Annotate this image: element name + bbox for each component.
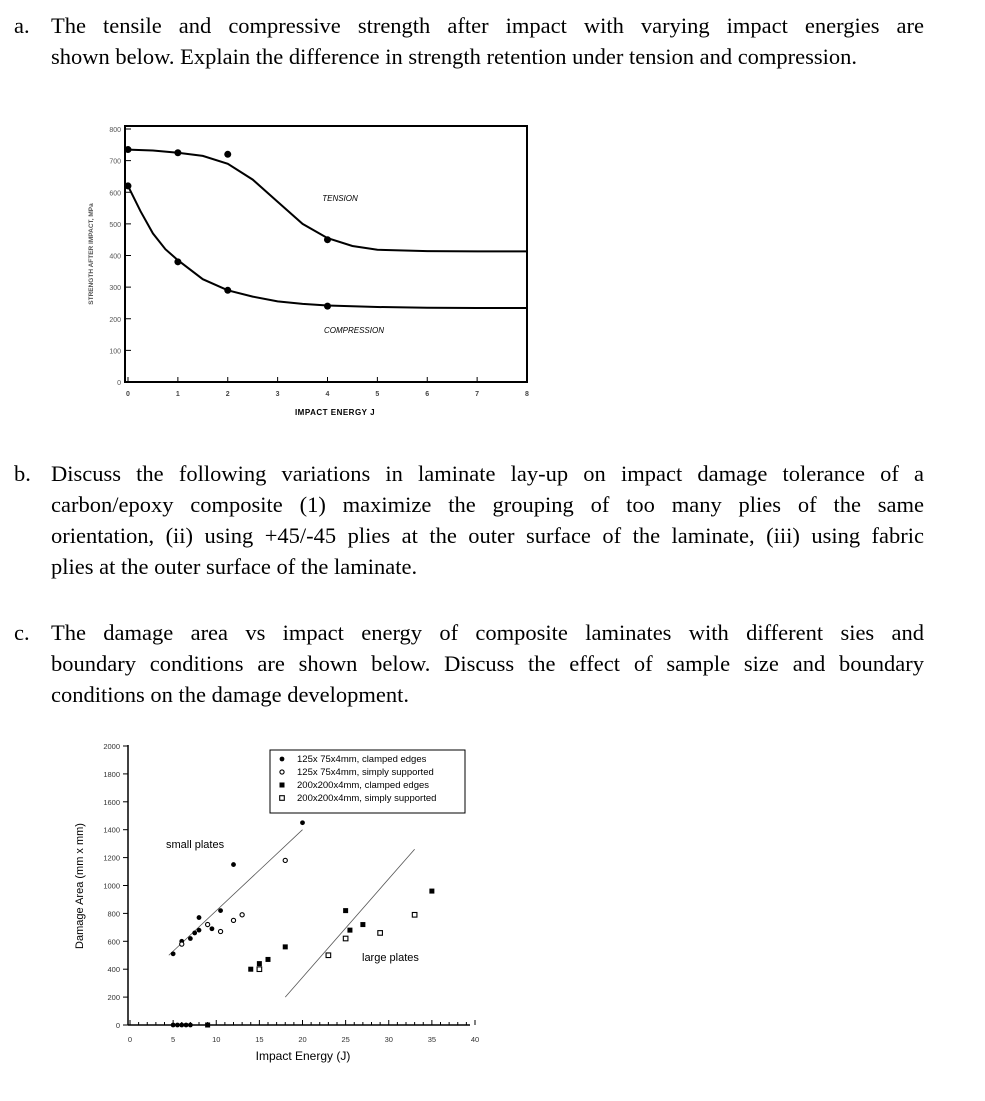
y-tick-label: 700 bbox=[109, 158, 121, 166]
data-point bbox=[224, 287, 231, 294]
series-line bbox=[128, 186, 527, 308]
x-axis-label: Impact Energy (J) bbox=[255, 1049, 351, 1063]
data-point bbox=[188, 936, 193, 941]
x-tick-label: 40 bbox=[470, 1035, 480, 1044]
question-c-label: c. bbox=[14, 620, 30, 645]
data-point bbox=[231, 862, 236, 867]
data-point bbox=[360, 922, 365, 927]
y-tick-label: 400 bbox=[109, 253, 121, 261]
data-point bbox=[280, 770, 284, 774]
question-b-label: b. bbox=[14, 461, 31, 486]
y-tick-label: 500 bbox=[109, 221, 121, 229]
x-tick-label: 25 bbox=[341, 1035, 350, 1044]
data-point bbox=[240, 913, 244, 917]
data-point bbox=[205, 1023, 210, 1028]
data-point bbox=[197, 928, 202, 933]
data-point bbox=[412, 912, 417, 917]
y-tick-label: 2000 bbox=[103, 742, 120, 751]
annotation-small-plates: small plates bbox=[166, 839, 225, 851]
x-tick-label: 3 bbox=[275, 391, 280, 398]
data-point bbox=[179, 1023, 184, 1028]
trend-line bbox=[285, 849, 414, 997]
data-point bbox=[125, 146, 132, 153]
x-tick-label: 4 bbox=[325, 391, 330, 398]
data-point bbox=[257, 961, 262, 966]
x-tick-label: 30 bbox=[384, 1035, 393, 1044]
y-tick-label: 800 bbox=[109, 127, 121, 134]
data-point bbox=[174, 149, 181, 156]
data-point bbox=[192, 931, 197, 936]
x-tick-label: 20 bbox=[298, 1035, 307, 1044]
question-a-line: The tensile and compressive strength after impact with varying impact energies are bbox=[51, 13, 924, 38]
data-point bbox=[283, 858, 287, 862]
question-b-line: plies at the outer surface of the laminate. bbox=[51, 554, 418, 579]
question-c-line: boundary conditions are shown below. Discuss the effect of sample size and boundary bbox=[51, 651, 924, 676]
y-tick-label: 300 bbox=[109, 285, 121, 293]
data-point bbox=[347, 928, 352, 933]
question-c-line: The damage area vs impact energy of composite laminates with different sies and bbox=[51, 620, 924, 645]
data-point bbox=[197, 915, 202, 920]
y-tick-label: 1200 bbox=[103, 853, 120, 863]
x-tick-label: 1 bbox=[175, 391, 180, 398]
data-point bbox=[231, 918, 235, 922]
legend-entry: 200x200x4mm, simply supported bbox=[297, 793, 437, 804]
data-point bbox=[343, 908, 348, 913]
y-tick-label: 600 bbox=[109, 190, 121, 198]
x-tick-label: 5 bbox=[171, 1035, 176, 1044]
question-b-line: carbon/epoxy composite (1) maximize the grouping of too many plies of the same bbox=[51, 492, 924, 517]
data-point bbox=[343, 936, 348, 941]
data-point bbox=[326, 953, 331, 958]
y-tick-label: 0 bbox=[117, 380, 121, 387]
data-point bbox=[210, 926, 215, 931]
y-axis-label: Damage Area (mm x mm) bbox=[74, 823, 86, 949]
data-point bbox=[175, 1023, 180, 1028]
y-tick-label: 100 bbox=[109, 348, 121, 356]
legend-entry: 125x 75x4mm, clamped edges bbox=[297, 754, 427, 765]
y-tick-label: 200 bbox=[107, 993, 120, 1003]
y-tick-label: 400 bbox=[107, 965, 120, 975]
data-point bbox=[184, 1023, 189, 1028]
x-axis-label: IMPACT ENERGY J bbox=[294, 408, 376, 417]
y-tick-label: 0 bbox=[115, 1021, 120, 1030]
data-point bbox=[188, 1023, 193, 1028]
data-point bbox=[429, 889, 434, 894]
series-label: TENSION bbox=[322, 194, 358, 203]
question-b-line: orientation, (ii) using +45/-45 plies at the outer surface of the laminate, (iii) using fabric bbox=[51, 523, 924, 548]
y-tick-label: 600 bbox=[107, 937, 120, 947]
y-tick-label: 800 bbox=[107, 909, 120, 919]
data-point bbox=[248, 967, 253, 972]
data-point bbox=[283, 944, 288, 949]
question-c-line: conditions on the damage development. bbox=[51, 682, 410, 707]
data-point bbox=[206, 922, 210, 926]
data-point bbox=[324, 303, 331, 310]
data-point bbox=[224, 151, 231, 158]
question-a-label: a. bbox=[14, 13, 30, 38]
x-tick-label: 8 bbox=[525, 391, 529, 398]
data-point bbox=[125, 182, 132, 189]
x-tick-label: 5 bbox=[375, 391, 380, 398]
x-tick-label: 10 bbox=[212, 1035, 221, 1044]
x-tick-label: 7 bbox=[475, 391, 480, 398]
y-tick-label: 1800 bbox=[103, 769, 120, 779]
data-point bbox=[257, 967, 262, 972]
annotation-large-plates: large plates bbox=[362, 952, 419, 964]
data-point bbox=[280, 757, 285, 762]
y-tick-label: 1400 bbox=[103, 825, 120, 835]
damage-area-chart bbox=[74, 742, 479, 1063]
x-tick-label: 15 bbox=[255, 1035, 264, 1044]
data-point bbox=[171, 951, 176, 956]
y-axis-label: STRENGTH AFTER IMPACT, MPa bbox=[88, 203, 95, 305]
series-label: COMPRESSION bbox=[323, 326, 385, 335]
data-point bbox=[300, 820, 305, 825]
data-point bbox=[218, 929, 222, 933]
y-tick-label: 1600 bbox=[103, 797, 120, 807]
question-b-line: Discuss the following variations in laminate lay-up on impact damage tolerance of a bbox=[51, 461, 924, 486]
y-tick-label: 200 bbox=[109, 316, 121, 324]
legend-entry: 200x200x4mm, clamped edges bbox=[297, 780, 430, 791]
legend-entry: 125x 75x4mm, simply supported bbox=[297, 767, 434, 778]
x-tick-label: 35 bbox=[427, 1035, 437, 1044]
data-point bbox=[280, 796, 285, 801]
y-tick-label: 1000 bbox=[103, 881, 120, 891]
question-a-line: shown below. Explain the difference in strength retention under tension and compression. bbox=[51, 44, 858, 69]
data-point bbox=[174, 258, 181, 265]
data-point bbox=[180, 942, 184, 946]
plot-frame bbox=[125, 126, 527, 382]
x-tick-label: 0 bbox=[126, 391, 130, 398]
strength-after-impact-chart bbox=[88, 126, 529, 417]
data-point bbox=[280, 783, 285, 788]
data-point bbox=[266, 957, 271, 962]
x-tick-label: 0 bbox=[127, 1035, 133, 1044]
data-point bbox=[171, 1023, 176, 1028]
data-point bbox=[218, 908, 223, 913]
data-point bbox=[324, 236, 331, 243]
data-point bbox=[378, 931, 383, 936]
x-tick-label: 6 bbox=[425, 391, 430, 398]
x-tick-label: 2 bbox=[225, 391, 230, 398]
